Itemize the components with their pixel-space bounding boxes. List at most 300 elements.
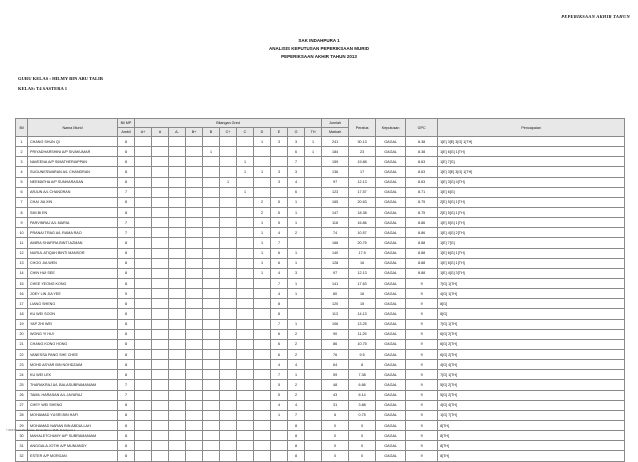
cell-name: PRANAI TRAG A/L RAMA RAO — [28, 228, 118, 238]
cell-bmp: 8 — [118, 278, 135, 288]
cell-bmp: 8 — [118, 268, 135, 278]
cell-g — [288, 299, 305, 309]
cell-keputusan: GAGAL — [376, 339, 406, 349]
table-row — [16, 319, 625, 329]
cell-e: 6 — [271, 248, 288, 258]
cell-peratus: 9.5 — [349, 349, 376, 359]
cell-keputusan: GAGAL — [376, 197, 406, 207]
cell-peratus: 23 — [349, 147, 376, 157]
cell-e: 3 — [271, 177, 288, 187]
cell-b-plus — [186, 207, 203, 217]
cell-bil: 10 — [16, 228, 28, 238]
cell-gpc: 9 — [406, 420, 438, 430]
cell-gpc: 9 — [406, 309, 438, 319]
exam-title: PEPERIKSAAN AKHIR TAHUN 2013 — [281, 54, 357, 59]
col-grade-e: E — [271, 128, 288, 137]
cell-b — [203, 380, 220, 390]
cell-bil: 8 — [16, 207, 28, 217]
cell-c-plus — [220, 147, 237, 157]
cell-g: 8 — [288, 420, 305, 430]
cell-a-minus — [169, 167, 186, 177]
cell-bmp: 8 — [118, 177, 135, 187]
class-name: KELAS: T4 SASTERA 1 — [18, 86, 68, 91]
cell-b — [203, 228, 220, 238]
cell-b: 1 — [203, 147, 220, 157]
cell-b-plus — [186, 390, 203, 400]
cell-g: 7 — [288, 157, 305, 167]
cell-bmp: 8 — [118, 370, 135, 380]
cell-b-plus — [186, 451, 203, 461]
cell-bmp: 8 — [118, 349, 135, 359]
cell-e: 5 — [271, 207, 288, 217]
cell-gpc: 8.88 — [406, 258, 438, 268]
cell-jumlah: 90 — [322, 329, 349, 339]
cell-a-plus — [135, 329, 152, 339]
cell-jumlah: 184 — [322, 147, 349, 157]
cell-e — [271, 157, 288, 167]
cell-c-plus — [220, 360, 237, 370]
cell-a — [152, 299, 169, 309]
cell-c-plus — [220, 289, 237, 299]
cell-jumlah: 0 — [322, 431, 349, 441]
cell-d: 1 — [254, 238, 271, 248]
cell-keputusan: GAGAL — [376, 420, 406, 430]
cell-b-plus — [186, 370, 203, 380]
cell-bil: 5 — [16, 177, 28, 187]
cell-name: YAP ZHI WEI — [28, 319, 118, 329]
cell-gpc: 8.38 — [406, 147, 438, 157]
cell-b — [203, 410, 220, 420]
cell-name: MOHAMAD NARAN BIN ABDULLAH — [28, 420, 118, 430]
cell-a-plus — [135, 400, 152, 410]
cell-b-plus — [186, 238, 203, 248]
cell-pencapaian: 7[G] 1[TH] — [438, 278, 625, 288]
cell-pencapaian: 6[G] 2[TH] — [438, 349, 625, 359]
cell-a — [152, 167, 169, 177]
cell-peratus: 0 — [349, 420, 376, 430]
cell-a — [152, 248, 169, 258]
cell-th — [305, 339, 322, 349]
table-row — [16, 390, 625, 400]
cell-b-plus — [186, 299, 203, 309]
cell-c-plus — [220, 319, 237, 329]
cell-g: 1 — [288, 258, 305, 268]
col-gpc: GPC — [406, 119, 438, 137]
cell-c-plus — [220, 248, 237, 258]
cell-g: 1 — [288, 218, 305, 228]
cell-pencapaian: 1[E] 3[E] 3[G] 1[TH] — [438, 137, 625, 147]
cell-a-minus — [169, 147, 186, 157]
cell-e: 7 — [271, 278, 288, 288]
cell-gpc: 9 — [406, 299, 438, 309]
cell-bmp: 8 — [118, 238, 135, 248]
cell-c-plus — [220, 207, 237, 217]
cell-gpc: 9 — [406, 451, 438, 461]
cell-keputusan: GAGAL — [376, 390, 406, 400]
cell-th — [305, 238, 322, 248]
cell-pencapaian: 4[G] 1[TH] — [438, 289, 625, 299]
cell-c — [237, 420, 254, 430]
cell-c-plus — [220, 258, 237, 268]
cell-a-plus — [135, 157, 152, 167]
cell-gpc: 9 — [406, 441, 438, 451]
cell-c-plus — [220, 410, 237, 420]
cell-c-plus — [220, 451, 237, 461]
cell-name: SUGUNESWARAN A/L CHANDRAN — [28, 167, 118, 177]
cell-a-minus — [169, 228, 186, 238]
cell-bmp: 8 — [118, 441, 135, 451]
cell-keputusan: GAGAL — [376, 329, 406, 339]
cell-pencapaian: 1[G] 7[TH] — [438, 410, 625, 420]
cell-a — [152, 289, 169, 299]
cell-a-plus — [135, 289, 152, 299]
cell-bmp: 5 — [118, 289, 135, 299]
cell-name: CHAI JIA XIN — [28, 197, 118, 207]
cell-jumlah: 147 — [322, 207, 349, 217]
cell-jumlah: 141 — [322, 278, 349, 288]
cell-bil: 32 — [16, 451, 28, 461]
col-bilangan-gred: Bilangan Gred — [135, 119, 322, 128]
cell-a-minus — [169, 248, 186, 258]
cell-pencapaian: 1[E] 6[G] 1[TH] — [438, 258, 625, 268]
cell-e — [271, 451, 288, 461]
table-row — [16, 197, 625, 207]
cell-bil: 14 — [16, 268, 28, 278]
cell-b-plus — [186, 380, 203, 390]
cell-c: 1 — [237, 187, 254, 197]
cell-gpc: 9 — [406, 329, 438, 339]
cell-d — [254, 390, 271, 400]
cell-keputusan: GAGAL — [376, 360, 406, 370]
table-row — [16, 218, 625, 228]
cell-c — [237, 238, 254, 248]
cell-b — [203, 370, 220, 380]
cell-th — [305, 157, 322, 167]
cell-e — [271, 420, 288, 430]
cell-th — [305, 218, 322, 228]
cell-keputusan: GAGAL — [376, 278, 406, 288]
cell-c-plus — [220, 390, 237, 400]
cell-g: 1 — [288, 319, 305, 329]
cell-bil: 7 — [16, 197, 28, 207]
cell-a-minus — [169, 177, 186, 187]
cell-gpc: 8.75 — [406, 207, 438, 217]
cell-jumlah: 120 — [322, 299, 349, 309]
cell-c: 1 — [237, 167, 254, 177]
cell-keputusan: GAGAL — [376, 451, 406, 461]
cell-a-minus — [169, 258, 186, 268]
cell-c-plus — [220, 309, 237, 319]
col-grade-cplus: C+ — [220, 128, 237, 137]
cell-a-plus — [135, 177, 152, 187]
cell-bmp: 8 — [118, 410, 135, 420]
cell-b-plus — [186, 289, 203, 299]
cell-bil: 13 — [16, 258, 28, 268]
cell-pencapaian: 5[G] 2[TH] — [438, 390, 625, 400]
col-grade-aminus: A- — [169, 128, 186, 137]
cell-th — [305, 370, 322, 380]
cell-gpc: 8.86 — [406, 218, 438, 228]
cell-gpc: 9 — [406, 349, 438, 359]
cell-b-plus — [186, 349, 203, 359]
cell-c — [237, 431, 254, 441]
cell-b-plus — [186, 167, 203, 177]
cell-bil: 20 — [16, 329, 28, 339]
cell-c — [237, 441, 254, 451]
cell-name: KU WEI SOON — [28, 309, 118, 319]
cell-e: 4 — [271, 228, 288, 238]
cell-peratus: 30.13 — [349, 137, 376, 147]
cell-th — [305, 187, 322, 197]
cell-c — [237, 197, 254, 207]
cell-c-plus — [220, 167, 237, 177]
cell-d — [254, 441, 271, 451]
cell-th — [305, 319, 322, 329]
cell-jumlah: 0 — [322, 420, 349, 430]
cell-e: 6 — [271, 349, 288, 359]
table-row — [16, 339, 625, 349]
cell-e: 5 — [271, 380, 288, 390]
cell-d — [254, 289, 271, 299]
cell-e: 4 — [271, 400, 288, 410]
cell-b — [203, 207, 220, 217]
cell-b — [203, 137, 220, 147]
cell-peratus: 3.88 — [349, 400, 376, 410]
cell-d: 2 — [254, 197, 271, 207]
cell-bmp: 8 — [118, 248, 135, 258]
cell-a-minus — [169, 268, 186, 278]
cell-keputusan: GAGAL — [376, 289, 406, 299]
cell-bil: 23 — [16, 360, 28, 370]
cell-bil: 12 — [16, 248, 28, 258]
cell-c-plus — [220, 228, 237, 238]
cell-th — [305, 309, 322, 319]
cell-jumlah: 31 — [322, 400, 349, 410]
cell-jumlah: 241 — [322, 137, 349, 147]
cell-pencapaian: 8[TH] — [438, 420, 625, 430]
cell-c — [237, 258, 254, 268]
col-bmp-bottom: Ambil — [118, 128, 135, 137]
table-row — [16, 147, 625, 157]
cell-bmp: 8 — [118, 147, 135, 157]
cell-gpc: 9 — [406, 289, 438, 299]
cell-g: 4 — [288, 360, 305, 370]
cell-a-minus — [169, 360, 186, 370]
table-row — [16, 309, 625, 319]
cell-bmp: 8 — [118, 420, 135, 430]
cell-e: 7 — [271, 319, 288, 329]
cell-d — [254, 299, 271, 309]
cell-a — [152, 410, 169, 420]
cell-d — [254, 400, 271, 410]
cell-e: 4 — [271, 268, 288, 278]
cell-d — [254, 339, 271, 349]
table-row — [16, 268, 625, 278]
cell-a — [152, 380, 169, 390]
cell-b — [203, 268, 220, 278]
cell-g: 8 — [288, 441, 305, 451]
cell-peratus: 6.14 — [349, 390, 376, 400]
cell-jumlah: 118 — [322, 218, 349, 228]
cell-gpc: 9 — [406, 360, 438, 370]
table-row — [16, 451, 625, 461]
cell-th — [305, 451, 322, 461]
cell-b — [203, 360, 220, 370]
cell-c — [237, 309, 254, 319]
cell-th: 1 — [305, 137, 322, 147]
cell-th — [305, 278, 322, 288]
cell-g: 6 — [288, 147, 305, 157]
table-row — [16, 380, 625, 390]
cell-a-plus — [135, 390, 152, 400]
cell-d: 1 — [254, 228, 271, 238]
cell-e — [271, 187, 288, 197]
cell-peratus: 17 — [349, 167, 376, 177]
cell-jumlah: 6 — [322, 410, 349, 420]
cell-peratus: 17.5 — [349, 248, 376, 258]
cell-name: CHOO JIA WEN — [28, 258, 118, 268]
cell-a-minus — [169, 319, 186, 329]
cell-a — [152, 258, 169, 268]
cell-c — [237, 390, 254, 400]
cell-bil: 21 — [16, 339, 28, 349]
table-row — [16, 167, 625, 177]
cell-a — [152, 400, 169, 410]
cell-name: PRIYADHARSHINI A/P SIVAKUMAR — [28, 147, 118, 157]
cell-a-plus — [135, 410, 152, 420]
cell-a — [152, 370, 169, 380]
cell-name: MAHALETCHUMY A/P SUBRAMANIAM — [28, 431, 118, 441]
cell-b-plus — [186, 187, 203, 197]
cell-pencapaian: 7[G] 1[TH] — [438, 319, 625, 329]
cell-pencapaian: 6[G] 2[TH] — [438, 329, 625, 339]
cell-c — [237, 370, 254, 380]
cell-bmp: 7 — [118, 390, 135, 400]
cell-bil: 4 — [16, 167, 28, 177]
cell-th — [305, 441, 322, 451]
cell-th — [305, 289, 322, 299]
cell-b-plus — [186, 147, 203, 157]
cell-bmp: 7 — [118, 187, 135, 197]
cell-a-minus — [169, 390, 186, 400]
cell-a-minus — [169, 238, 186, 248]
cell-th — [305, 410, 322, 420]
cell-pencapaian: 8[TH] — [438, 451, 625, 461]
cell-a — [152, 197, 169, 207]
table-row — [16, 238, 625, 248]
cell-gpc: 8.63 — [406, 167, 438, 177]
cell-th — [305, 248, 322, 258]
cell-b — [203, 329, 220, 339]
cell-d — [254, 278, 271, 288]
cell-bil: 18 — [16, 309, 28, 319]
cell-b-plus — [186, 258, 203, 268]
cell-d — [254, 410, 271, 420]
table-row — [16, 400, 625, 410]
cell-name: WONG YI HUI — [28, 329, 118, 339]
cell-a — [152, 390, 169, 400]
col-bmp-top: Bil MP — [118, 119, 135, 128]
cell-bil: 29 — [16, 420, 28, 430]
col-grade-c: C — [237, 128, 254, 137]
class-teacher: GURU KELAS : HILMY BIN ABU TALIB — [18, 76, 103, 81]
cell-b — [203, 278, 220, 288]
cell-jumlah: 97 — [322, 268, 349, 278]
table-row — [16, 299, 625, 309]
cell-c-plus — [220, 197, 237, 207]
cell-bmp: 8 — [118, 258, 135, 268]
cell-gpc: 9 — [406, 380, 438, 390]
cell-jumlah: 136 — [322, 167, 349, 177]
header-exam-label: PEPERIKSAAN AKHIR TAHUN — [561, 14, 630, 19]
cell-keputusan: GAGAL — [376, 410, 406, 420]
cell-c-plus — [220, 157, 237, 167]
cell-a — [152, 187, 169, 197]
cell-bmp: 8 — [118, 329, 135, 339]
cell-a-minus — [169, 278, 186, 288]
cell-gpc: 8.75 — [406, 197, 438, 207]
cell-d: 1 — [254, 137, 271, 147]
cell-d — [254, 319, 271, 329]
cell-a-minus — [169, 187, 186, 197]
cell-b-plus — [186, 228, 203, 238]
cell-gpc: 8.88 — [406, 248, 438, 258]
cell-keputusan: GAGAL — [376, 431, 406, 441]
cell-keputusan: GAGAL — [376, 400, 406, 410]
cell-name: VANESSA PANG SHE CHEE — [28, 349, 118, 359]
cell-pencapaian: 8[G] — [438, 309, 625, 319]
cell-a-plus — [135, 380, 152, 390]
cell-c — [237, 329, 254, 339]
cell-b — [203, 319, 220, 329]
cell-th — [305, 329, 322, 339]
cell-d — [254, 187, 271, 197]
cell-a-minus — [169, 289, 186, 299]
cell-keputusan: GAGAL — [376, 207, 406, 217]
cell-a — [152, 147, 169, 157]
cell-c-plus — [220, 329, 237, 339]
cell-c-plus — [220, 420, 237, 430]
cell-e — [271, 147, 288, 157]
table-row — [16, 360, 625, 370]
cell-a — [152, 360, 169, 370]
cell-peratus: 16.86 — [349, 218, 376, 228]
cell-b — [203, 248, 220, 258]
cell-name: MOHD ASYAR BIN NOHDZAIM — [28, 360, 118, 370]
cell-d: 1 — [254, 218, 271, 228]
cell-a-minus — [169, 451, 186, 461]
cell-pencapaian: 1[E] 6[G] — [438, 187, 625, 197]
cell-b — [203, 177, 220, 187]
cell-a-plus — [135, 238, 152, 248]
cell-c-plus — [220, 299, 237, 309]
cell-a-plus — [135, 451, 152, 461]
cell-g: 2 — [288, 380, 305, 390]
cell-b — [203, 218, 220, 228]
cell-a-minus — [169, 309, 186, 319]
cell-a-minus — [169, 380, 186, 390]
table-row — [16, 137, 625, 147]
cell-gpc: 9 — [406, 319, 438, 329]
cell-bil: 26 — [16, 390, 28, 400]
cell-peratus: 12.13 — [349, 268, 376, 278]
cell-keputusan: GAGAL — [376, 167, 406, 177]
cell-a — [152, 329, 169, 339]
cell-keputusan: GAGAL — [376, 349, 406, 359]
cell-gpc: 8.86 — [406, 228, 438, 238]
cell-keputusan: GAGAL — [376, 228, 406, 238]
cell-d — [254, 420, 271, 430]
